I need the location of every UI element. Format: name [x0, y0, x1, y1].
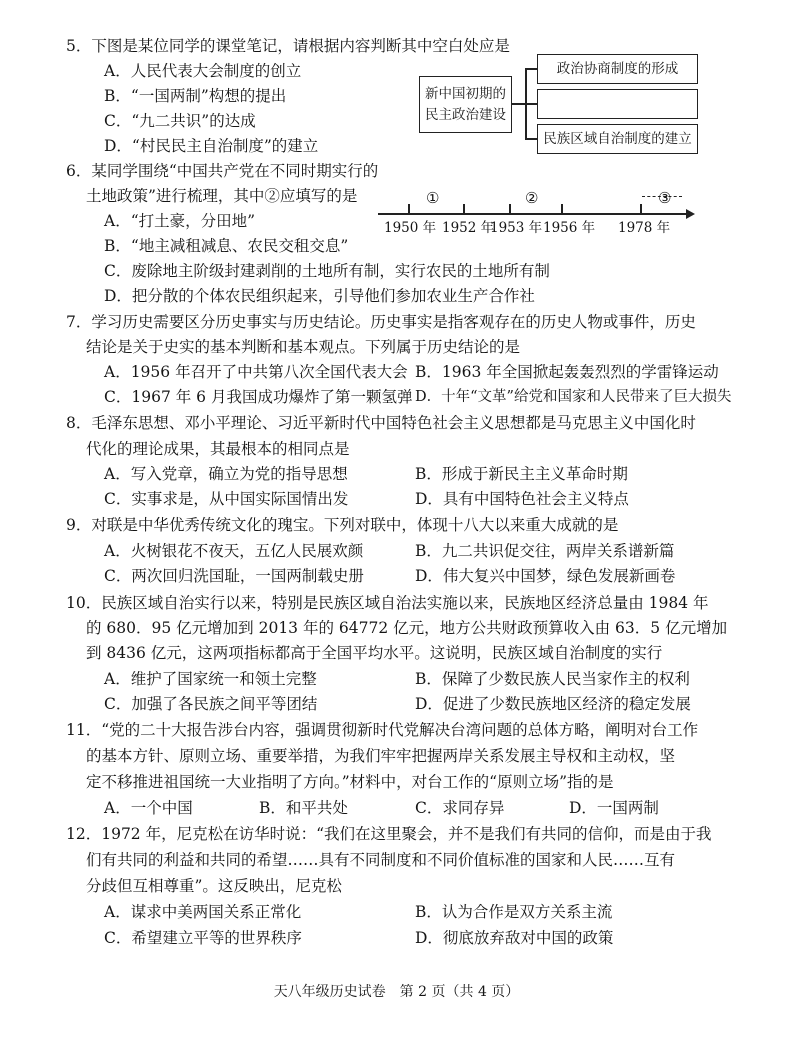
q10-stem-line2: 的 680．95 亿元增加到 2013 年的 64772 亿元，地方公共财政预算收入由 63．5 亿元增加 — [86, 619, 728, 637]
q10-option-a: A．维护了国家统一和领土完整 — [104, 670, 317, 688]
q8-option-c: C．实事求是，从中国实际国情出发 — [104, 490, 349, 508]
q7-option-c: C．1967 年 6 月我国成功爆炸了第一颗氢弹 — [104, 388, 413, 406]
page-footer: 天八年级历史试卷 第 2 页（共 4 页） — [273, 984, 520, 1000]
q9-option-d: D．伟大复兴中国梦，绿色发展新画卷 — [415, 567, 676, 585]
timeline-tick-1952 — [463, 204, 465, 214]
timeline-tick-1978 — [640, 204, 642, 214]
q6-option-d: D．把分散的个体农民组织起来，引导他们参加农业生产合作社 — [104, 287, 535, 305]
q12-option-b: B．认为合作是双方关系主流 — [415, 903, 613, 921]
q5-option-c: C．“九二共识”的达成 — [104, 112, 256, 130]
diagram-right-box-3: 民族区域自治制度的建立 — [537, 124, 698, 154]
diagram-right-box-blank — [537, 89, 698, 119]
q9-stem: 9．对联是中华优秀传统文化的瑰宝。下列对联中，体现十八大以来重大成就的是 — [66, 516, 619, 534]
timeline-year-1956: 1956 年 — [543, 220, 596, 236]
q7-option-d: D．十年“文革”给党和国家和人民带来了巨大损失 — [415, 389, 732, 405]
timeline-tick-1953 — [509, 204, 511, 214]
q5-option-d: D．“村民民主自治制度”的建立 — [104, 137, 319, 155]
q12-option-c: C．希望建立平等的世界秩序 — [104, 929, 302, 947]
q7-stem-line2: 结论是关于史实的基本判断和基本观点。下列属于历史结论的是 — [86, 338, 521, 356]
q9-option-a: A．火树银花不夜天，五亿人民展欢颜 — [104, 542, 364, 560]
timeline-year-1953: 1953 年 — [490, 220, 543, 236]
timeline-marker-2: ② — [525, 189, 539, 207]
timeline-arrow-icon — [686, 209, 695, 219]
q12-stem-line3: 分歧但互相尊重”。这反映出，尼克松 — [86, 877, 342, 895]
q12-option-d: D．彻底放弃敌对中国的政策 — [415, 929, 614, 947]
q6-stem-line2: 土地政策”进行梳理，其中②应填写的是 — [86, 187, 358, 205]
q6-option-b: B．“地主减租减息、农民交租交息” — [104, 237, 349, 255]
q5-option-a: A．人民代表大会制度的创立 — [104, 62, 302, 80]
q9-option-c: C．两次回归洗国耻，一国两制载史册 — [104, 567, 364, 585]
diagram-connector-bottom — [525, 138, 537, 140]
q11-option-a: A．一个中国 — [104, 799, 193, 817]
q11-stem-line1: 11．“党的二十大报告涉台内容，强调贯彻新时代党解决台湾问题的总体方略，阐明对台工作 — [66, 721, 699, 739]
diagram-connector-top — [525, 68, 537, 70]
timeline-tick-1950 — [408, 204, 410, 214]
q8-option-d: D．具有中国特色社会主义特点 — [415, 490, 629, 508]
diagram-right-box-1: 政治协商制度的形成 — [537, 54, 698, 84]
timeline-marker-1: ① — [426, 189, 440, 207]
diagram-left-line1: 新中国初期的 — [425, 85, 506, 102]
diagram-left-box — [419, 76, 512, 133]
q9-option-b: B．九二共识促交往，两岸关系谱新篇 — [415, 542, 675, 560]
q12-stem-line1: 12．1972 年，尼克松在访华时说：“我们在这里聚会，并不是我们有共同的信仰，而是由于我 — [66, 825, 712, 843]
q10-option-b: B．保障了少数民族人民当家作主的权利 — [415, 670, 690, 688]
q11-option-d: D．一国两制 — [569, 799, 659, 817]
q7-option-a: A．1956 年召开了中共第八次全国代表大会 — [104, 363, 408, 381]
q11-stem-line2: 的基本方针、原则立场、重要举措，为我们牢牢把握两岸关系发展主导权和主动权，坚 — [86, 747, 676, 765]
q8-option-a: A．写入党章，确立为党的指导思想 — [104, 465, 348, 483]
timeline-year-1978: 1978 年 — [618, 220, 671, 236]
q6-option-a: A．“打土豪，分田地” — [104, 212, 256, 230]
q11-stem-line3: 定不移推进祖国统一大业指明了方向。”材料中，对台工作的“原则立场”指的是 — [86, 773, 614, 791]
q10-option-d: D．促进了少数民族地区经济的稳定发展 — [415, 695, 691, 713]
q8-stem-line2: 代化的理论成果，其最根本的相同点是 — [86, 440, 350, 458]
timeline-tick-1956 — [561, 204, 563, 214]
q10-stem-line3: 到 8436 亿元，这两项指标都高于全国平均水平。这说明，民族区域自治制度的实行 — [86, 644, 663, 662]
timeline-year-1950: 1950 年 — [384, 220, 437, 236]
q5-option-b: B．“一国两制”构想的提出 — [104, 87, 287, 105]
q7-stem-line1: 7．学习历史需要区分历史事实与历史结论。历史事实是指客观存在的历史人物或事件，历史 — [66, 313, 696, 331]
diagram-connector-trunk — [512, 103, 526, 105]
q7-option-b: B．1963 年全国掀起轰轰烈烈的学雷锋运动 — [415, 363, 719, 381]
q11-option-b: B．和平共处 — [259, 799, 348, 817]
q6-stem-line1: 6．某同学围绕“中国共产党在不同时期实行的 — [66, 162, 379, 180]
diagram-connector-middle — [525, 103, 537, 105]
q8-stem-line1: 8．毛泽东思想、邓小平理论、习近平新时代中国特色社会主义思想都是马克思主义中国化时 — [66, 414, 696, 432]
q5-stem: 5．下图是某位同学的课堂笔记，请根据内容判断其中空白处应是 — [66, 37, 510, 55]
q6-option-c: C．废除地主阶级封建剥削的土地所有制，实行农民的土地所有制 — [104, 262, 550, 280]
diagram-left-line2: 民主政治建设 — [425, 106, 506, 123]
q10-option-c: C．加强了各民族之间平等团结 — [104, 695, 318, 713]
q8-option-b: B．形成于新民主主义革命时期 — [415, 465, 628, 483]
timeline-year-1952: 1952 年 — [442, 220, 495, 236]
q11-option-c: C．求同存异 — [415, 799, 505, 817]
q12-option-a: A．谋求中美两国关系正常化 — [104, 903, 302, 921]
timeline-marker-3: ③ — [658, 189, 672, 207]
q12-stem-line2: 们有共同的利益和共同的希望……具有不同制度和不同价值标准的国家和人民……互有 — [86, 851, 676, 869]
q10-stem-line1: 10．民族区域自治实行以来，特别是民族区域自治法实施以来，民族地区经济总量由 1984 年 — [66, 594, 709, 612]
